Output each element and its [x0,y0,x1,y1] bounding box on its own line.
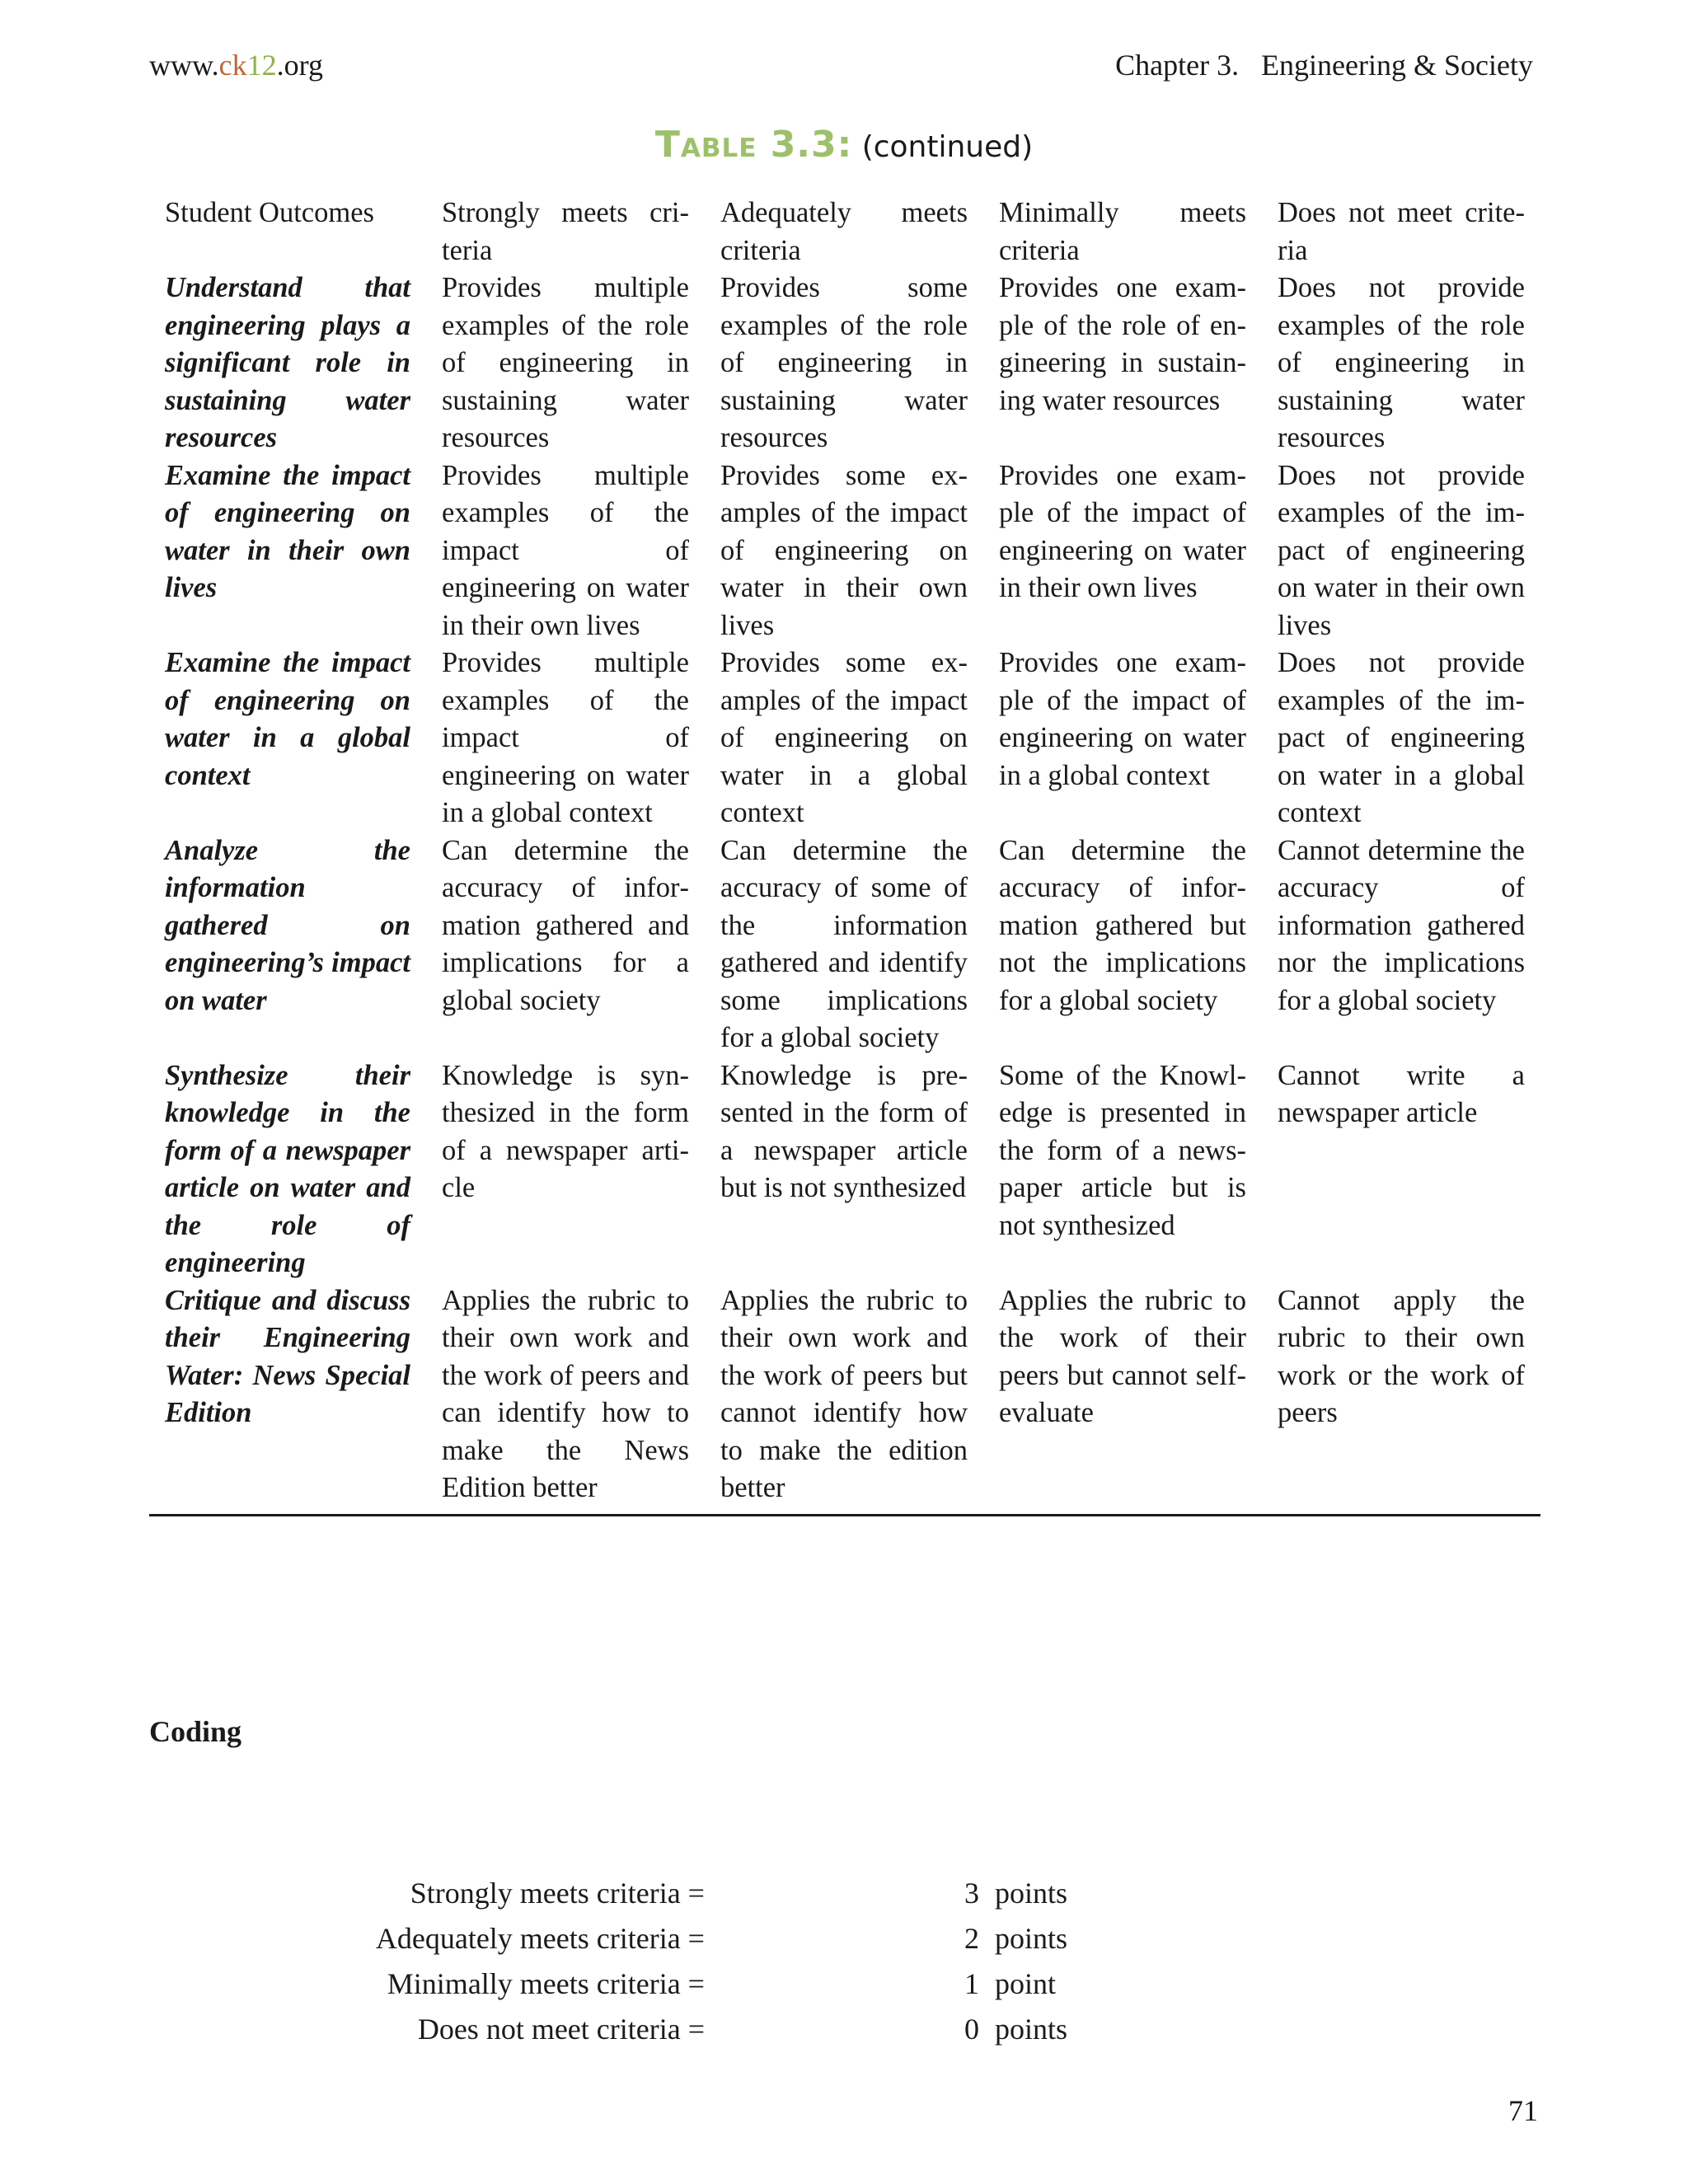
chapter-heading: Chapter 3. Engineering & Society [1115,49,1533,82]
url-suffix: .org [276,49,323,82]
rubric-table [149,194,1540,1516]
table-row [149,269,1540,457]
outcome-cell: Analyze the information gathered on engineering’s impact on water [165,834,410,1016]
minimally-cell: Provides one example of the impact of engineering on water in a global context [999,647,1246,791]
not-met-cell: Cannot determine the accuracy of information gathered nor the implications for a global society [1278,834,1525,1016]
coding-label: Strongly meets criteria = [410,1877,705,1910]
not-met-cell: Does not provide examples of the impact of engineering on water in their own lives [1278,459,1525,641]
url-ck: ck [218,49,247,82]
coding-item [0,2007,1688,2052]
adequately-cell: Can determine the accuracy of some of the information gathered and identify some implications for a global society [720,834,968,1053]
coding-unit: points [995,1877,1068,1910]
adequately-cell: Applies the rubric to their own work and the work of peers but cannot identify how to make the edition better [720,1284,968,1503]
outcome-cell: Synthesize their knowledge in the form of a newspaper article on water and the role of engineering [165,1059,410,1278]
coding-unit: point [995,1967,1057,2000]
table-row [149,644,1540,832]
strongly-cell: Provides multiple examples of the role of engineering in sustaining water resources [442,272,689,453]
outcome-cell: Examine the impact of engineering on water in a global context [165,647,410,791]
coding-unit: points [995,1922,1068,1955]
strongly-cell: Provides multiple examples of the impact of engineering on water in a global context [442,647,689,828]
table-row [149,457,1540,645]
coding-item [0,1916,1688,1961]
coding-item [0,1871,1688,1916]
column-header: Student Outcomes [165,197,374,228]
outcome-cell: Critique and discuss their Engineering Water: News Special Edition [165,1284,410,1428]
coding-value: 1 [964,1967,979,2000]
minimally-cell: Applies the rubric to the work of their peers but cannot self-evaluate [999,1284,1246,1428]
url-prefix: www. [149,49,219,82]
table-row [149,1282,1540,1516]
coding-heading: Coding [149,1715,242,1748]
table-caption-label: Table 3.3: [654,124,853,166]
coding-value: 0 [964,2013,979,2046]
url-12: 12 [246,49,277,82]
adequately-cell: Provides some examples of the role of engineering in sustaining water resources [720,272,968,453]
not-met-cell: Cannot apply the rubric to their own work or the work of peers [1278,1284,1525,1428]
outcome-cell: Understand that engineering plays a significant role in sustaining water resources [165,272,410,453]
minimally-cell: Some of the Knowledge is presented in the form of a newspaper article but is not synthesized [999,1059,1246,1241]
strongly-cell: Applies the rubric to their own work and the work of peers and can identify how to make the News Edition better [442,1284,689,1503]
adequately-cell: Knowledge is presented in the form of a newspaper article but is not synthesized [720,1059,968,1203]
table-caption-suffix: (continued) [852,130,1034,164]
column-header: Adequately meets criteria [720,197,968,266]
coding-label: Adequately meets criteria = [375,1922,705,1955]
column-header: Strongly meets criteria [442,197,689,266]
table-header-row [149,194,1540,269]
adequately-cell: Provides some examples of the impact of engineering on water in a global context [720,647,968,828]
table-row [149,832,1540,1057]
strongly-cell: Provides multiple examples of the impact of engineering on water in their own lives [442,459,689,641]
not-met-cell: Does not provide examples of the impact of engineering on water in a global context [1278,647,1525,828]
strongly-cell: Can determine the accuracy of information gathered and implications for a global society [442,834,689,1016]
strongly-cell: Knowledge is synthesized in the form of a newspaper article [442,1059,689,1203]
minimally-cell: Can determine the accuracy of information gathered but not the implications for a global society [999,834,1246,1016]
not-met-cell: Cannot write a newspaper article [1278,1059,1525,1128]
coding-value: 2 [964,1922,979,1955]
coding-label: Minimally meets criteria = [387,1967,705,2000]
not-met-cell: Does not provide examples of the role of engineering in sustaining water resources [1278,272,1525,453]
adequately-cell: Provides some examples of the impact of engineering on water in their own lives [720,459,968,641]
column-header: Does not meet criteria [1278,197,1525,266]
minimally-cell: Provides one example of the impact of engineering on water in their own lives [999,459,1246,603]
coding-label: Does not meet criteria = [417,2013,705,2046]
coding-value: 3 [964,1877,979,1910]
column-header: Minimally meets criteria [999,197,1246,266]
coding-list [0,1871,1688,2052]
minimally-cell: Provides one example of the role of engineering in sustaining water resources [999,272,1246,416]
site-url[interactable] [149,48,323,82]
outcome-cell: Examine the impact of engineering on water in their own lives [165,459,410,603]
table-caption [0,124,1688,166]
page-number: 71 [1508,2094,1538,2127]
coding-unit: points [995,2013,1068,2046]
table-row [149,1057,1540,1282]
coding-item [0,1961,1688,2007]
